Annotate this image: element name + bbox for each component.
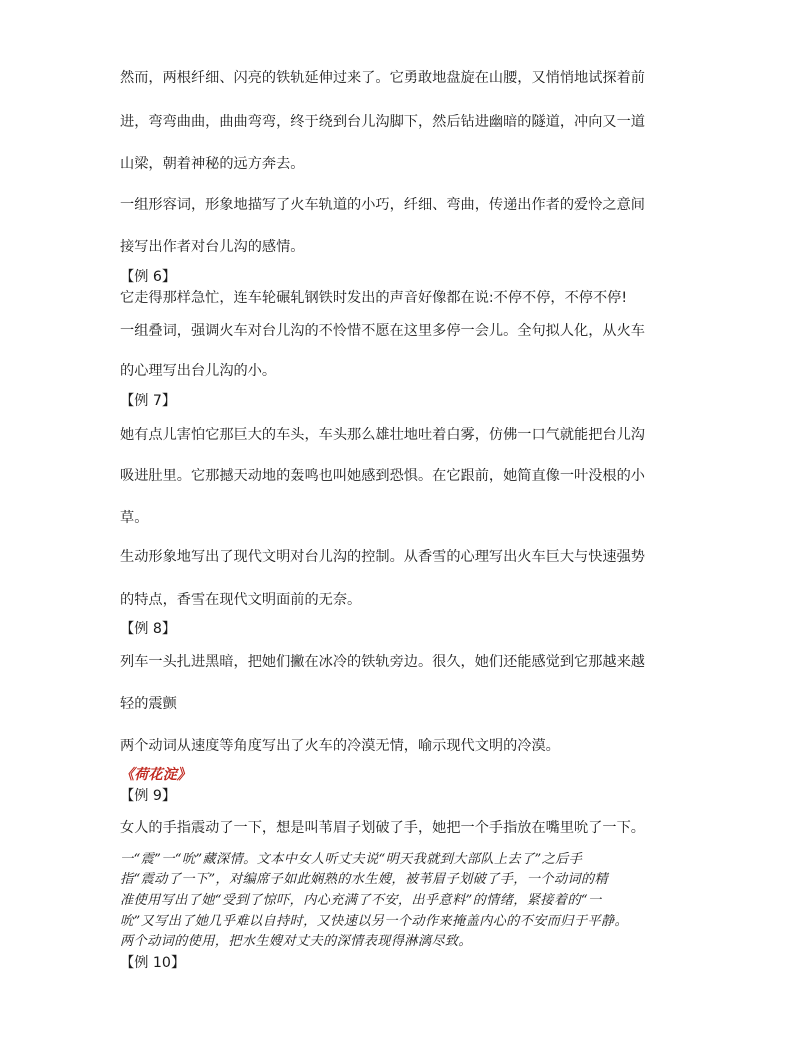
analysis-line-kai: 吮”又写出了她几乎难以自持时，又快速以另一个动作来掩盖内心的不安而归于平静。 [120,914,628,929]
analysis-line: 接写出作者对台儿沟的感情。 [120,239,305,255]
analysis-line: 的特点，香雪在现代文明面前的无奈。 [120,592,362,608]
analysis-line-kai: 两个动词的使用，把水生嫂对丈夫的深情表现得淋漓尽致。 [120,934,472,949]
paragraph-line: 进，弯弯曲曲，曲曲弯弯，终于绕到台儿沟脚下，然后钻进幽暗的隧道，冲向又一道 [120,114,645,130]
analysis-line-kai: 一“震”一“吮”藏深情。文本中女人听丈夫说“明天我就到大部队上去了”之后手 [120,852,583,867]
example-label: 【例 7】 [120,393,177,409]
example-label: 【例 10】 [120,955,186,971]
analysis-line: 一组叠词，强调火车对台儿沟的不怜惜不愿在这里多停一会儿。全句拟人化，从火车 [120,323,645,339]
analysis-line: 一组形容词，形象地描写了火车轨道的小巧，纤细、弯曲，传递出作者的爱怜之意间 [120,197,645,213]
paragraph-line: 然而，两根纤细、闪亮的铁轨延伸过来了。它勇敢地盘旋在山腰，又悄悄地试探着前 [120,70,645,86]
example-label: 【例 6】 [120,269,177,285]
example-label: 【例 9】 [120,788,177,804]
analysis-line-kai: 指“震动了一下”，对编席子如此娴熟的水生嫂，被苇眉子划破了手，一个动词的精 [120,872,608,887]
analysis-line: 两个动词从速度等角度写出了火车的冷漠无情，喻示现代文明的冷漠。 [120,738,560,754]
analysis-line-kai: 准使用写出了她“受到了惊吓，内心充满了不安，出乎意料”的情绪，紧接着的“一 [120,893,602,908]
analysis-line: 生动形象地写出了现代文明对台儿沟的控制。从香雪的心理写出火车巨大与快速强势 [120,549,645,565]
quote-line: 她有点儿害怕它那巨大的车头，车头那么雄壮地吐着白雾，仿佛一口气就能把台儿沟 [120,427,645,443]
quote-line: 女人的手指震动了一下，想是叫苇眉子划破了手，她把一个手指放在嘴里吮了一下。 [120,820,645,836]
quote-line: 列车一头扎进黑暗，把她们撇在冰冷的铁轨旁边。很久，她们还能感觉到它那越来越 [120,654,645,670]
quote-line: 它走得那样急忙，连车轮碾轧钢铁时发出的声音好像都在说:不停不停，不停不停! [120,290,628,306]
analysis-line: 的心理写出台儿沟的小。 [120,363,277,379]
example-label: 【例 8】 [120,621,177,637]
section-title: 《荷花淀》 [120,767,191,783]
quote-line: 轻的震颤 [120,696,177,712]
paragraph-line: 山梁，朝着神秘的远方奔去。 [120,156,305,172]
quote-line: 吸进肚里。它那撼天动地的轰鸣也叫她感到恐惧。在它跟前，她简直像一叶没根的小 [120,468,645,484]
quote-line: 草。 [120,510,149,526]
